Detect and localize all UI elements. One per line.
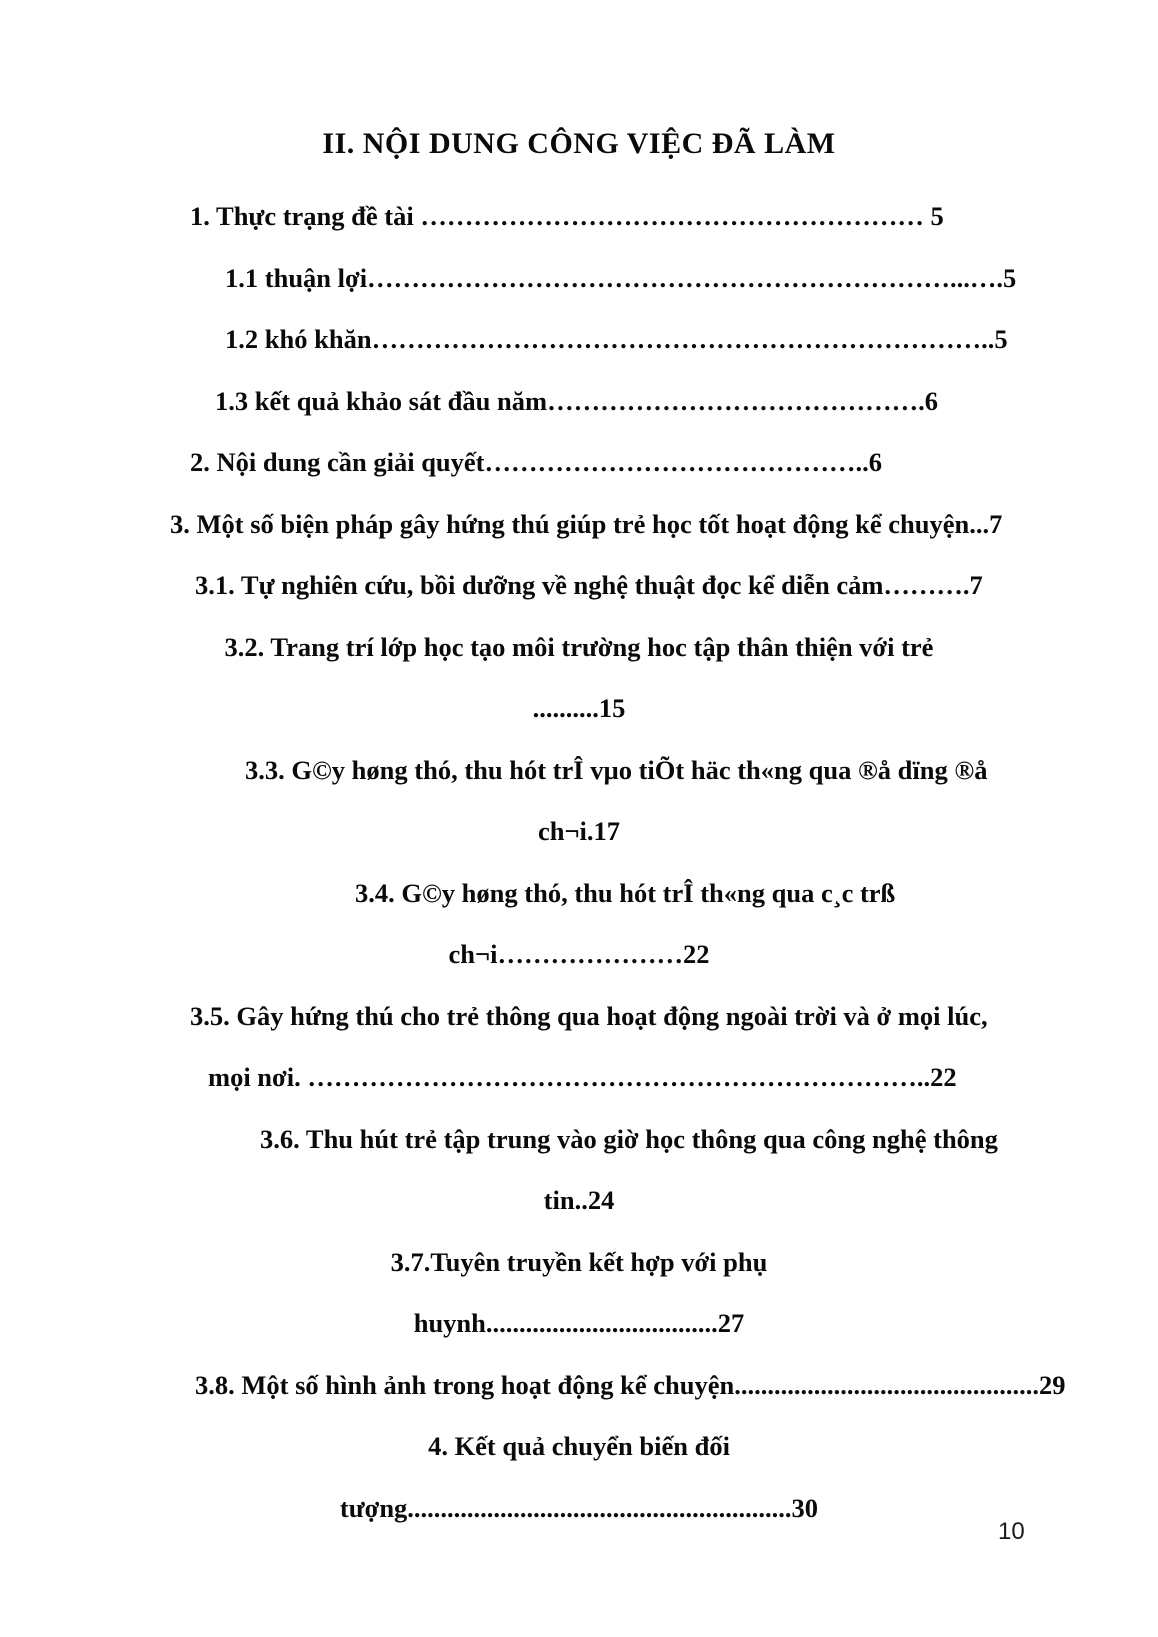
toc-entry-3-1: 3.1. Tự nghiên cứu, bồi dưỡng về nghệ thuật đọc kể diễn cảm……….7: [195, 570, 983, 600]
page-title: II. NỘI DUNG CÔNG VIỆC ĐÃ LÀM: [322, 127, 836, 160]
toc-entry-3-6-page: tin..24: [543, 1185, 615, 1215]
toc-entry-3-5: 3.5. Gây hứng thú cho trẻ thông qua hoạt động ngoài trời và ở mọi lúc,: [190, 1000, 988, 1031]
toc-entry-1: 1. Thực trạng đề tài ………………………………………………… 5: [190, 201, 944, 231]
toc-entry-3-3-page: ch¬i.17: [537, 816, 621, 846]
toc-entry-3-6: 3.6. Thu hút trẻ tập trung vào giờ học thông qua công nghệ thông: [260, 1123, 998, 1154]
toc-entry-2: 2. Nội dung cần giải quyết……………………………………..6: [190, 447, 883, 477]
toc-entry-3-3: 3.3. G©y høng thó, thu hót trÎ vµo tiÕt häc th«ng qua ®å dïng ®å: [245, 754, 988, 785]
toc-entry-3-2: 3.2. Trang trí lớp học tạo môi trường hoc tập thân thiện với trẻ: [224, 631, 934, 662]
toc-entry-1-1: 1.1 thuận lợi…………………………………………………………...….5: [225, 262, 1017, 293]
toc-entry-3-7: 3.7.Tuyên truyền kết hợp với phụ: [390, 1246, 768, 1277]
page-number: 10: [998, 1518, 1025, 1545]
toc-entry-3-4: 3.4. G©y høng thó, thu hót trÎ th«ng qua c¸c trß: [355, 877, 896, 908]
toc-entry-1-2: 1.2 khó khăn……………………………………………………………..5: [225, 324, 1008, 354]
toc-entry-3-4-page: ch¬i…………………22: [448, 939, 710, 969]
toc-entry-3-8: 3.8. Một số hình ảnh trong hoạt động kể chuyện..............................................29: [195, 1369, 1066, 1400]
toc-entry-3-7-continued: huynh...................................27: [413, 1308, 745, 1338]
toc-entry-3: 3. Một số biện pháp gây hứng thú giúp trẻ học tốt hoạt động kể chuyện...7: [170, 508, 1003, 539]
toc-entry-4-continued: tượng..........................................................30: [339, 1492, 819, 1523]
toc-entry-3-2-page: ..........15: [532, 693, 626, 723]
toc-entry-3-5-continued: mọi nơi. ……………………………………………………………..22: [208, 1062, 957, 1092]
toc-entry-1-3: 1.3 kết quả khảo sát đầu năm…………………………………….6: [215, 385, 938, 416]
toc-entry-4: 4. Kết quả chuyển biến đối: [428, 1431, 730, 1461]
